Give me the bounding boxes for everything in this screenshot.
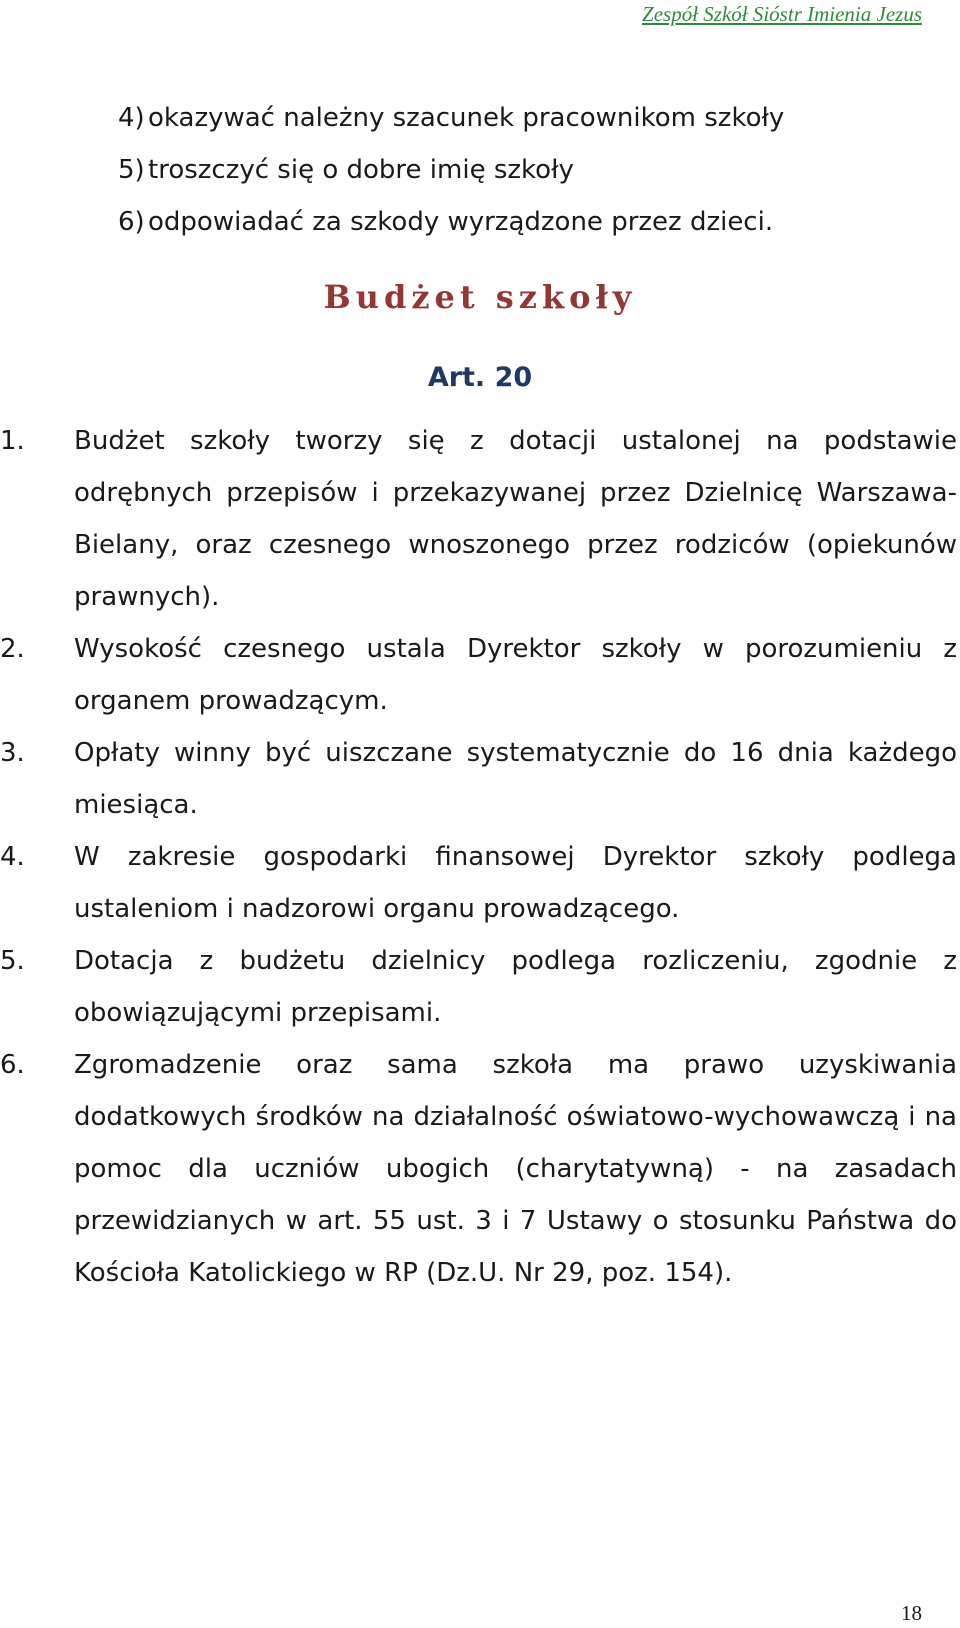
paragraph-list: [0, 415, 960, 1299]
paragraph: [0, 1039, 957, 1299]
paragraph-text: Dotacja z budżetu dzielnicy podlega rozliczeniu, zgodnie z obowiązującymi przepisami.: [74, 946, 957, 1028]
paragraph-number: 5.: [0, 946, 25, 976]
paragraph: [0, 935, 957, 1039]
header-school-link[interactable]: Zespół Szkół Sióstr Imienia Jezus: [642, 2, 922, 26]
paragraph-number: 4.: [0, 842, 25, 872]
list-item: [118, 92, 784, 144]
paragraph-text: W zakresie gospodarki finansowej Dyrektor szkoły podlega ustaleniom i nadzorowi organu prowadzącego.: [74, 842, 957, 924]
paragraph-number: 2.: [0, 634, 25, 664]
paragraph-number: 3.: [0, 738, 25, 768]
paragraph: [0, 623, 957, 727]
list-item-text: okazywać należny szacunek pracownikom szkoły: [148, 103, 785, 133]
paragraph: [0, 831, 957, 935]
paragraph-text: Opłaty winny być uiszczane systematycznie do 16 dnia każdego miesiąca.: [74, 738, 957, 820]
list-item: [118, 196, 784, 248]
list-item-text: odpowiadać za szkody wyrządzone przez dzieci.: [148, 207, 774, 237]
list-item-text: troszczyć się o dobre imię szkoły: [148, 155, 574, 185]
paragraph: [0, 415, 957, 623]
list-item-number: 6): [118, 207, 145, 237]
page-number: 18: [901, 1601, 922, 1625]
intro-list: [118, 92, 784, 248]
paragraph-text: Wysokość czesnego ustala Dyrektor szkoły w porozumieniu z organem prowadzącym.: [74, 634, 957, 716]
paragraph-text: Budżet szkoły tworzy się z dotacji ustalonej na podstawie odrębnych przepisów i przekazywanej przez Dzielnicę Warszawa-Bielany, oraz czesnego wnoszonego przez rodziców (opiekunów prawnych).: [74, 426, 957, 612]
paragraph-text: Zgromadzenie oraz sama szkoła ma prawo uzyskiwania dodatkowych środków na działalność oświatowo-wychowawczą i na pomoc dla uczniów ubogich (charytatywną) - na zasadach przewidzianych w art. 55 ust. 3 i 7 Ustawy o stosunku Państwa do Kościoła Katolickiego w RP (Dz.U. Nr 29, poz. 154).: [74, 1050, 957, 1288]
paragraph-number: 6.: [0, 1050, 25, 1080]
list-item-number: 4): [118, 103, 145, 133]
paragraph: [0, 727, 957, 831]
article-title: Art. 20: [427, 362, 533, 393]
paragraph-number: 1.: [0, 426, 25, 456]
section-title: Budżet szkoły: [323, 278, 637, 316]
list-item-number: 5): [118, 155, 145, 185]
list-item: [118, 144, 784, 196]
